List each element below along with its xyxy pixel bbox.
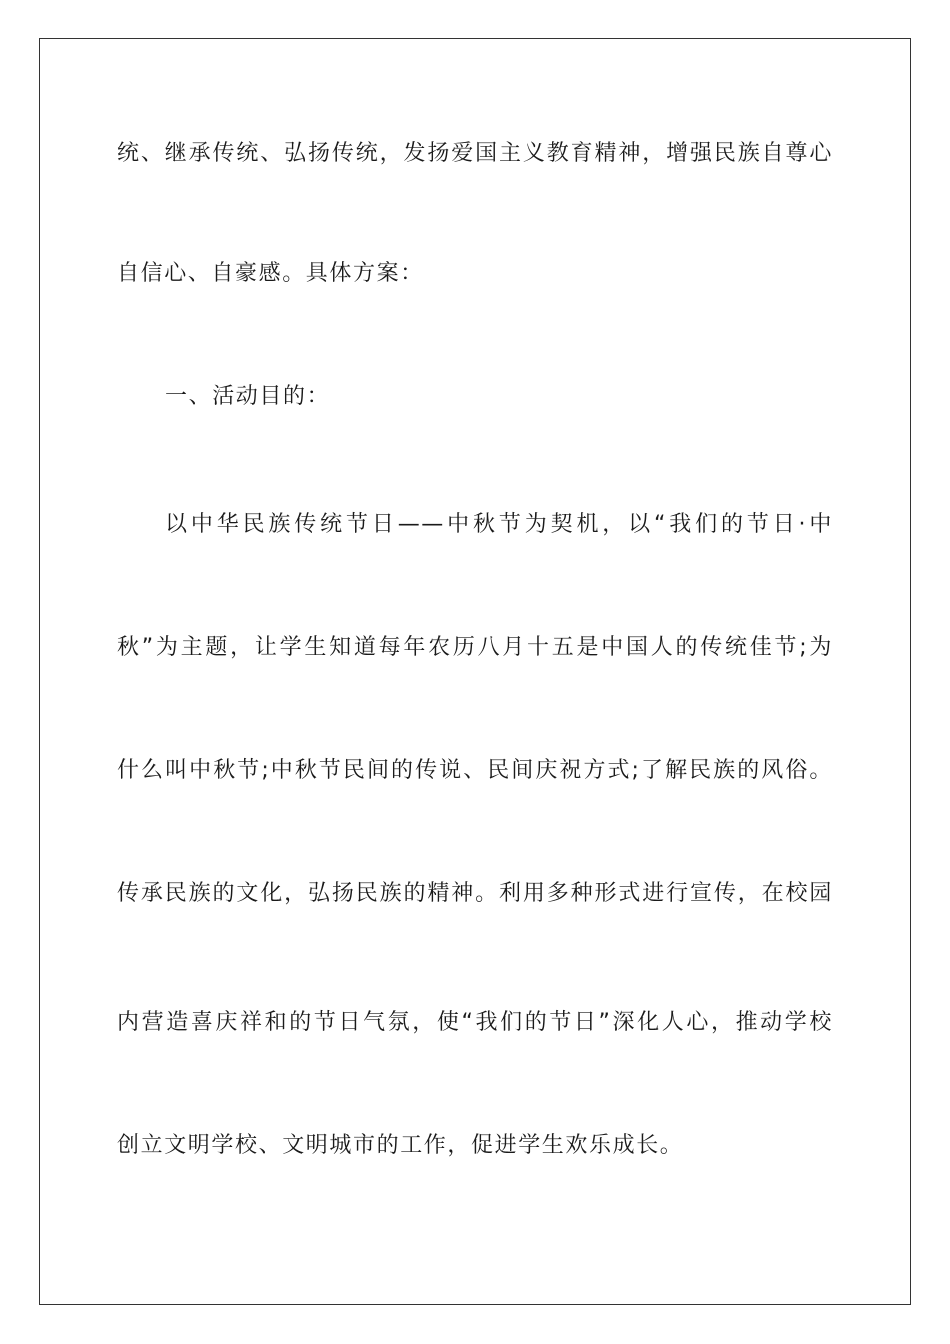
body-line-4: 以中华民族传统节日——中秋节为契机，以“我们的节日·中 <box>165 512 833 537</box>
body-line-8: 内营造喜庆祥和的节日气氛，使“我们的节日”深化人心，推动学校 <box>117 1010 833 1035</box>
page-border <box>39 38 911 1305</box>
body-line-7: 传承民族的文化，弘扬民族的精神。利用多种形式进行宣传，在校园 <box>117 881 833 906</box>
body-line-9: 创立文明学校、文明城市的工作，促进学生欢乐成长。 <box>117 1133 684 1158</box>
body-line-2: 自信心、自豪感。具体方案： <box>117 261 424 286</box>
body-line-5: 秋”为主题，让学生知道每年农历八月十五是中国人的传统佳节;为 <box>117 635 833 660</box>
section-heading: 一、活动目的： <box>165 384 331 409</box>
body-line-6: 什么叫中秋节;中秋节民间的传说、民间庆祝方式;了解民族的风俗。 <box>117 758 833 783</box>
body-line-1: 统、继承传统、弘扬传统，发扬爱国主义教育精神，增强民族自尊心 <box>117 141 833 166</box>
